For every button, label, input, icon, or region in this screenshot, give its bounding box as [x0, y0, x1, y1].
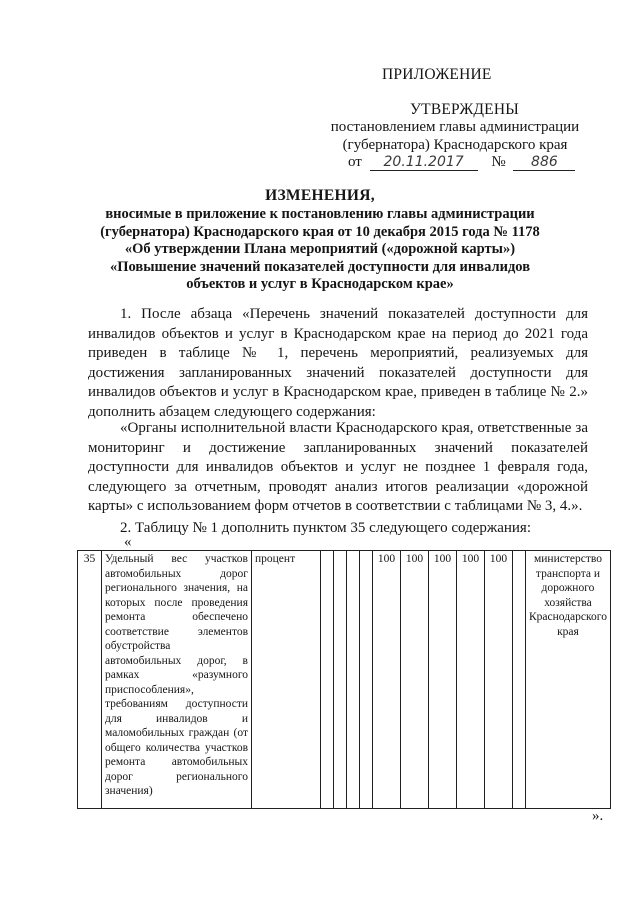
date-prefix: от	[348, 154, 362, 170]
date-value: 20.11.2017	[370, 154, 478, 171]
indicator-table	[77, 550, 611, 809]
title-line-5: объектов и услуг в Краснодарском крае»	[186, 276, 454, 292]
table-row	[78, 551, 611, 809]
title-line-3: «Об утверждении Плана мероприятий («дорожной карты»)	[124, 241, 516, 257]
paragraph-3-text: 2. Таблицу № 1 дополнить пунктом 35 следующего содержания:	[120, 520, 531, 536]
empty-cell	[360, 551, 373, 809]
empty-cell	[347, 551, 360, 809]
row-responsible: министерство транспорта и дорожного хозяйства Краснодарского края	[526, 551, 611, 809]
empty-cell	[334, 551, 347, 809]
value-cell: 100	[401, 551, 429, 809]
paragraph-3	[88, 519, 588, 539]
approval-line-1: постановлением главы администрации	[330, 119, 580, 135]
paragraph-1	[88, 305, 588, 422]
close-quote: ».	[592, 808, 604, 824]
paragraph-2-text: «Органы исполнительной власти Краснодарского края, ответственные за мониторинг и достижение запланированных значений показателей доступности для инвалидов объектов и услуг не позднее 1 февраля года, следующего за отчетным, проводят анализ итогов реализации «дорожной карты» с использованием форм отчетов в соответствии с таблицами № 3, 4.».	[88, 420, 588, 514]
value-cell: 100	[373, 551, 401, 809]
empty-cell	[513, 551, 526, 809]
date-number-line	[348, 154, 575, 171]
open-quote: «	[124, 534, 132, 550]
title-line-2: (губернатора) Краснодарского края от 10 декабря 2015 года № 1178	[100, 223, 540, 240]
empty-cell	[321, 551, 334, 809]
value-cell: 100	[457, 551, 485, 809]
row-description: Удельный вес участков автомобильных дорог регионального значения, на которых после проведения ремонта обеспечено соответствие элементов обустройства автомобильных дорог, в рамках «разумного приспособления», требованиям доступности для инвалидов и маломобильных граждан (от общего количества участков ремонта автомобильных дорог регионального значения)	[102, 551, 252, 809]
number-value: 886	[513, 154, 575, 171]
value-cell: 100	[429, 551, 457, 809]
row-number: 35	[78, 551, 102, 809]
value-cell: 100	[485, 551, 513, 809]
approval-line-2: (губернатора) Краснодарского края	[342, 137, 568, 153]
paragraph-2	[88, 419, 588, 517]
appendix-label: ПРИЛОЖЕНИЕ	[382, 66, 492, 83]
approved-label: УТВЕРЖДЕНЫ	[410, 101, 519, 118]
title-line-1: вносимые в приложение к постановлению главы администрации	[105, 206, 535, 222]
number-prefix: №	[491, 154, 506, 170]
row-unit: процент	[252, 551, 321, 809]
document-title: ИЗМЕНЕНИЯ,	[265, 187, 375, 204]
title-subtitle	[100, 206, 540, 294]
title-line-4: «Повышение значений показателей доступности для инвалидов	[109, 258, 531, 275]
paragraph-1-text: 1. После абзаца «Перечень значений показателей доступности для инвалидов объектов и услуг в Краснодарском крае на период до 2021 года приведен в таблице № 1, перечень мероприятий, реализуемых для достижения запланированных значений показателей доступности для инвалидов объектов и услуг в Краснодарском крае, приведен в таблице № 2.» дополнить абзацем следующего содержания:	[88, 306, 588, 420]
